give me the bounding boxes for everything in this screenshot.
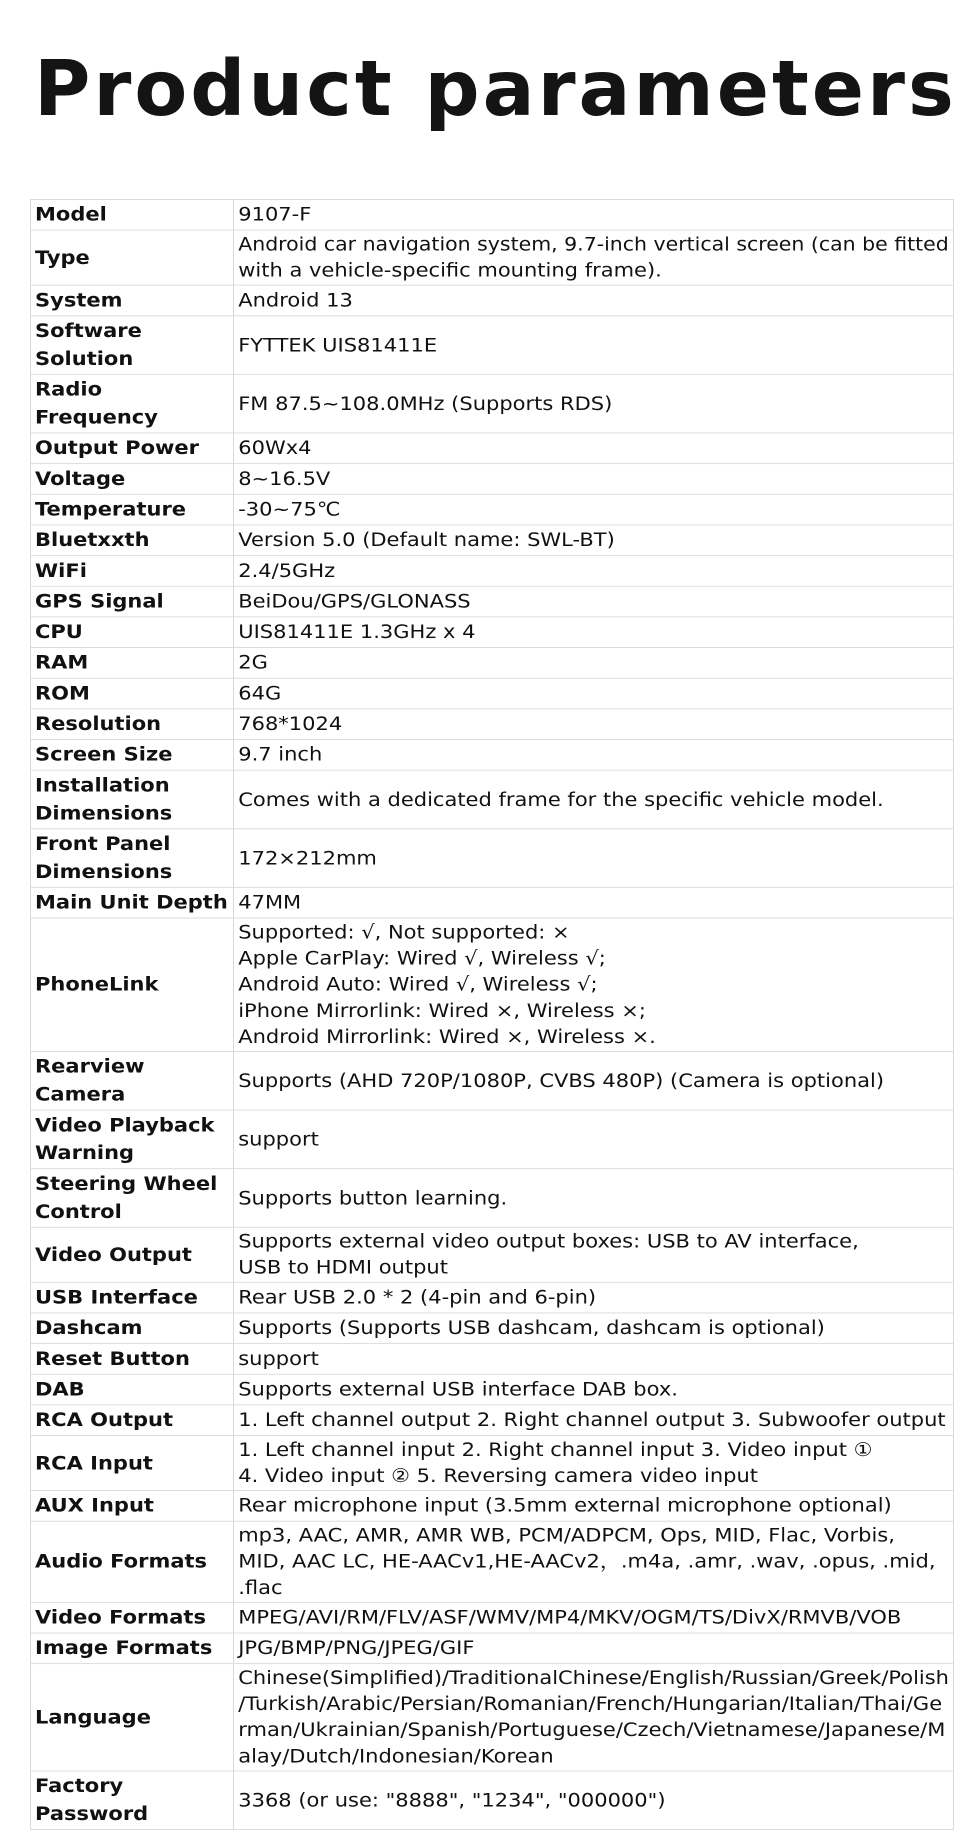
spec-value <box>234 1633 954 1664</box>
spec-row <box>31 199 954 230</box>
spec-value-line: Supports (AHD 720P/1080P, CVBS 480P) (Camera is optional) <box>238 1069 885 1092</box>
spec-row <box>31 1771 954 1830</box>
spec-value-line: MPEG/AVI/RM/FLV/ASF/WMV/MP4/MKV/OGM/TS/DivX/RMVB/VOB <box>238 1606 902 1629</box>
spec-row <box>31 1405 954 1436</box>
spec-row <box>31 525 954 556</box>
spec-label: PhoneLink <box>31 918 234 1051</box>
spec-label: Video Playback Warning <box>31 1110 234 1169</box>
spec-row <box>31 887 954 918</box>
spec-label: Output Power <box>31 433 234 464</box>
spec-value-line: FM 87.5~108.0MHz (Supports RDS) <box>238 392 613 415</box>
spec-value-line: alay/Dutch/Indonesian/Korean <box>238 1745 554 1767</box>
spec-row <box>31 494 954 525</box>
spec-value-line: Android 13 <box>238 289 353 311</box>
spec-value-line: Supported: √, Not supported: × <box>238 921 570 943</box>
spec-value-line: UIS81411E 1.3GHz x 4 <box>238 620 476 643</box>
spec-value <box>234 770 954 829</box>
spec-value <box>234 1313 954 1344</box>
spec-table-body <box>31 199 954 1829</box>
spec-label: Reset Button <box>31 1344 234 1375</box>
spec-label: Voltage <box>31 464 234 495</box>
spec-value-line: Supports external USB interface DAB box. <box>238 1378 678 1400</box>
spec-label: Main Unit Depth <box>31 887 234 918</box>
spec-row <box>31 1110 954 1169</box>
spec-value <box>234 1344 954 1375</box>
spec-value <box>234 617 954 648</box>
spec-value <box>234 678 954 709</box>
spec-row <box>31 464 954 495</box>
spec-label: USB Interface <box>31 1282 234 1313</box>
spec-value <box>234 887 954 918</box>
spec-row <box>31 1436 954 1491</box>
spec-label: RAM <box>31 648 234 679</box>
spec-value-line: 2.4/5GHz <box>238 559 336 582</box>
spec-value <box>234 525 954 556</box>
spec-label: Image Formats <box>31 1633 234 1664</box>
spec-row <box>31 829 954 888</box>
spec-value-line: rman/Ukrainian/Spanish/Portuguese/Czech/Vietnamese/Japanese/M <box>238 1719 946 1741</box>
spec-row <box>31 678 954 709</box>
spec-value <box>234 1521 954 1602</box>
spec-value <box>234 648 954 679</box>
spec-row <box>31 586 954 617</box>
spec-label: Front Panel Dimensions <box>31 829 234 888</box>
spec-row <box>31 709 954 740</box>
spec-row <box>31 1313 954 1344</box>
spec-label: Model <box>31 199 234 230</box>
spec-label: Temperature <box>31 494 234 525</box>
spec-row <box>31 316 954 375</box>
spec-label: Rearview Camera <box>31 1051 234 1110</box>
spec-value-line: Apple CarPlay: Wired √, Wireless √; <box>238 947 606 969</box>
spec-row <box>31 1169 954 1228</box>
spec-row <box>31 1602 954 1633</box>
spec-label: System <box>31 285 234 316</box>
spec-label: Video Output <box>31 1227 234 1282</box>
spec-value-line: -30~75℃ <box>238 498 341 520</box>
spec-row <box>31 1282 954 1313</box>
spec-label: Screen Size <box>31 740 234 771</box>
spec-value-line: Rear microphone input (3.5mm external microphone optional) <box>238 1494 892 1517</box>
spec-row <box>31 1344 954 1375</box>
spec-value-line: .flac <box>238 1576 283 1599</box>
spec-value-line: 172×212mm <box>238 846 377 869</box>
spec-row <box>31 1227 954 1282</box>
spec-value <box>234 709 954 740</box>
spec-value-line: 47MM <box>238 891 302 914</box>
spec-value-line: 1. Left channel input 2. Right channel input 3. Video input ① <box>238 1438 873 1461</box>
spec-label: RCA Input <box>31 1436 234 1491</box>
spec-row <box>31 374 954 433</box>
spec-row <box>31 918 954 1051</box>
spec-label: Factory Password <box>31 1771 234 1830</box>
page-title: Product parameters <box>34 45 957 134</box>
spec-value-line: USB to HDMI output <box>238 1256 448 1279</box>
spec-value <box>234 1282 954 1313</box>
spec-row <box>31 617 954 648</box>
spec-value <box>234 464 954 495</box>
spec-value <box>234 586 954 617</box>
spec-row <box>31 1374 954 1405</box>
spec-value-line: MID, AAC LC, HE-AACv1,HE-AACv2，.m4a, .amr, .wav, .opus, .mid, <box>238 1550 936 1573</box>
spec-label: Audio Formats <box>31 1521 234 1602</box>
spec-value <box>234 1374 954 1405</box>
spec-value-line: mp3, AAC, AMR, AMR WB, PCM/ADPCM, Ops, MID, Flac, Vorbis, <box>238 1524 895 1546</box>
spec-value-line: /Turkish/Arabic/Persian/Romanian/French/Hungarian/Italian/Thai/Ge <box>238 1692 943 1715</box>
spec-label: Video Formats <box>31 1602 234 1633</box>
spec-label: Radio Frequency <box>31 374 234 433</box>
spec-label: Dashcam <box>31 1313 234 1344</box>
spec-value-line: Version 5.0 (Default name: SWL-BT) <box>238 528 615 551</box>
spec-value <box>234 1771 954 1830</box>
spec-label: GPS Signal <box>31 586 234 617</box>
spec-value-line: 9107-F <box>238 203 312 226</box>
spec-value-line: 60Wx4 <box>238 437 312 459</box>
spec-value-line: 8~16.5V <box>238 467 331 490</box>
spec-value-line: BeiDou/GPS/GLONASS <box>238 590 471 612</box>
spec-value <box>234 740 954 771</box>
spec-value <box>234 316 954 375</box>
spec-value-line: Comes with a dedicated frame for the specific vehicle model. <box>238 788 884 810</box>
spec-value-line: Android Auto: Wired √, Wireless √; <box>238 973 598 996</box>
spec-label: Installation Dimensions <box>31 770 234 829</box>
spec-value-line: Supports button learning. <box>238 1186 508 1209</box>
spec-label: ROM <box>31 678 234 709</box>
spec-label: Resolution <box>31 709 234 740</box>
spec-value <box>234 1110 954 1169</box>
spec-value <box>234 1491 954 1522</box>
spec-row <box>31 556 954 587</box>
spec-label: WiFi <box>31 556 234 587</box>
spec-value-line: with a vehicle-specific mounting frame). <box>238 259 662 282</box>
spec-value-line: 3368 (or use: "8888", "1234", "000000") <box>238 1788 666 1811</box>
spec-value-line: 4. Video input ② 5. Reversing camera video input <box>238 1464 759 1487</box>
spec-value <box>234 1051 954 1110</box>
spec-value <box>234 433 954 464</box>
spec-row <box>31 770 954 829</box>
spec-row <box>31 433 954 464</box>
spec-row <box>31 1664 954 1771</box>
spec-value <box>234 1227 954 1282</box>
spec-value-line: Android Mirrorlink: Wired ×, Wireless ×. <box>238 1025 656 1048</box>
spec-row <box>31 285 954 316</box>
spec-table <box>30 199 954 1830</box>
spec-label: RCA Output <box>31 1405 234 1436</box>
spec-value <box>234 1169 954 1228</box>
spec-value-line: support <box>238 1347 319 1370</box>
spec-value <box>234 829 954 888</box>
spec-value-line: Rear USB 2.0 * 2 (4-pin and 6-pin) <box>238 1286 597 1308</box>
spec-value <box>234 374 954 433</box>
spec-value-line: 64G <box>238 682 282 704</box>
spec-value-line: Chinese(Simplified)/TraditionalChinese/English/Russian/Greek/Polish <box>238 1666 949 1689</box>
spec-row <box>31 1521 954 1602</box>
spec-value-line: JPG/BMP/PNG/JPEG/GIF <box>238 1637 475 1659</box>
spec-label: CPU <box>31 617 234 648</box>
spec-value-line: FYTTEK UIS81411E <box>238 333 438 356</box>
spec-value <box>234 494 954 525</box>
spec-value-line: 9.7 inch <box>238 743 323 766</box>
spec-row <box>31 230 954 285</box>
spec-label: Type <box>31 230 234 285</box>
spec-label: Language <box>31 1664 234 1771</box>
spec-value-line: 2G <box>238 651 268 674</box>
spec-value-line: Android car navigation system, 9.7-inch vertical screen (can be fitted <box>238 233 949 255</box>
spec-row <box>31 648 954 679</box>
spec-row <box>31 1633 954 1664</box>
spec-row <box>31 1051 954 1110</box>
spec-value <box>234 918 954 1051</box>
spec-value <box>234 199 954 230</box>
spec-value-line: Supports external video output boxes: USB to AV interface, <box>238 1230 859 1253</box>
spec-label: Bluetxxth <box>31 525 234 556</box>
spec-value-line: 1. Left channel output 2. Right channel output 3. Subwoofer output <box>238 1408 946 1431</box>
spec-value <box>234 285 954 316</box>
spec-value-line: Supports (Supports USB dashcam, dashcam is optional) <box>238 1316 825 1339</box>
spec-label: Software Solution <box>31 316 234 375</box>
spec-value-line: support <box>238 1128 319 1150</box>
spec-value <box>234 1436 954 1491</box>
spec-value <box>234 1405 954 1436</box>
spec-label: AUX Input <box>31 1491 234 1522</box>
spec-label: Steering Wheel Control <box>31 1169 234 1228</box>
spec-value <box>234 1602 954 1633</box>
spec-value <box>234 556 954 587</box>
spec-value-line: iPhone Mirrorlink: Wired ×, Wireless ×; <box>238 999 646 1022</box>
spec-row <box>31 740 954 771</box>
spec-row <box>31 1491 954 1522</box>
spec-value <box>234 230 954 285</box>
spec-label: DAB <box>31 1374 234 1405</box>
spec-value-line: 768*1024 <box>238 712 343 735</box>
spec-value <box>234 1664 954 1771</box>
